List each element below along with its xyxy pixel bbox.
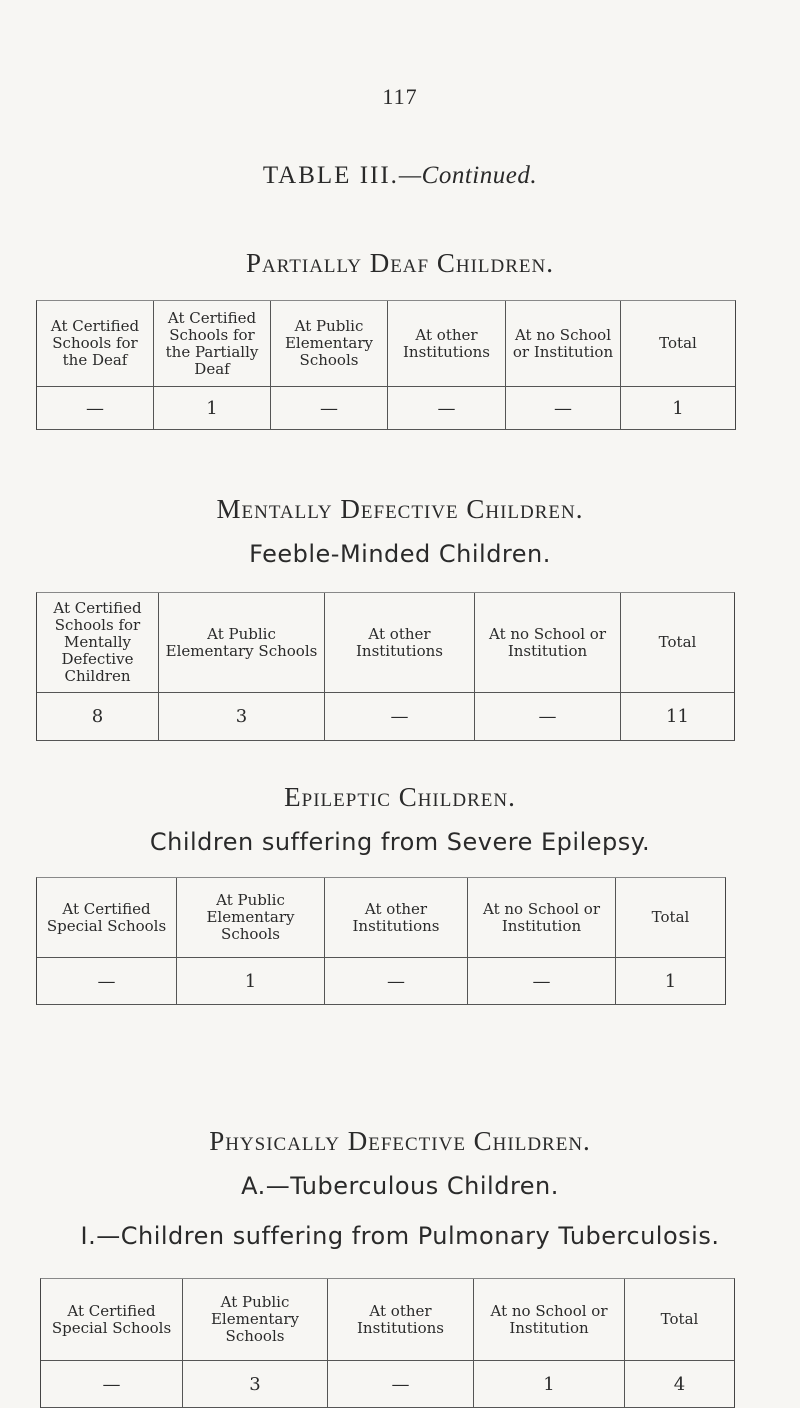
column-header: Total xyxy=(616,878,725,958)
section-heading-physically-defective: Physically Defective Children. xyxy=(209,1126,591,1156)
column-header: At Public Elementary Schools xyxy=(177,878,325,958)
column-header: Total xyxy=(621,301,735,387)
table-cell: — xyxy=(506,387,621,429)
table-cell-total: 1 xyxy=(672,397,684,419)
table-cell: 3 xyxy=(159,693,325,740)
column-header: At Certified Schools for the Deaf xyxy=(37,301,154,387)
column-header: At other Institutions xyxy=(388,301,506,387)
column-header: At Public Elementary Schools xyxy=(183,1279,328,1361)
table-cell: 1 xyxy=(177,958,325,1004)
table-cell: 8 xyxy=(37,693,159,740)
table-partially-deaf xyxy=(36,300,736,430)
column-header: At Certified Special Schools xyxy=(37,878,177,958)
table-title xyxy=(0,162,800,190)
table-cell: 3 xyxy=(183,1361,328,1407)
table-title-main: TABLE III. xyxy=(262,162,399,189)
column-header: At Certified Schools for the Partially Deaf xyxy=(154,301,271,387)
table-feeble-minded xyxy=(36,592,735,741)
table-cell: — xyxy=(37,387,154,429)
section-subheading-severe-epilepsy: Children suffering from Severe Epilepsy. xyxy=(149,828,651,856)
section-heading-epileptic: Epileptic Children. xyxy=(284,782,516,812)
table-cell-total: 11 xyxy=(666,706,689,727)
column-header: Total xyxy=(625,1279,734,1361)
table-cell: — xyxy=(388,387,506,429)
column-header: At Certified Special Schools xyxy=(41,1279,183,1361)
table-epilepsy xyxy=(36,877,726,1005)
table-cell: — xyxy=(325,693,475,740)
table-title-suffix: —Continued. xyxy=(398,162,538,189)
table-cell: — xyxy=(328,1361,474,1407)
table-cell: — xyxy=(271,387,388,429)
page-number: 117 xyxy=(382,84,418,109)
column-header: At no School or Institution xyxy=(474,1279,625,1361)
column-header: Total xyxy=(621,593,734,693)
table-cell: — xyxy=(468,958,616,1004)
column-header: At Public Elementary Schools xyxy=(159,593,325,693)
table-cell: — xyxy=(475,693,621,740)
table-cell: 1 xyxy=(474,1361,625,1407)
table-cell: — xyxy=(325,958,468,1004)
column-header: At other Institutions xyxy=(328,1279,474,1361)
table-cell: — xyxy=(37,958,177,1004)
column-header: At Certified Schools for Mentally Defective Children xyxy=(37,593,159,693)
section-heading-partially-deaf: Partially Deaf Children. xyxy=(246,248,554,278)
column-header: At other Institutions xyxy=(325,878,468,958)
table-cell: 1 xyxy=(154,387,271,429)
section-heading-mentally-defective: Mentally Defective Children. xyxy=(216,494,584,524)
column-header: At no School or Institution xyxy=(475,593,621,693)
table-pulmonary-tuberculosis xyxy=(40,1278,735,1408)
table-cell: — xyxy=(41,1361,183,1407)
section-subheading-feeble-minded: Feeble-Minded Children. xyxy=(249,540,551,568)
column-header: At no School or Institution xyxy=(468,878,616,958)
table-cell-total: 1 xyxy=(664,970,677,992)
column-header: At Public Elementary Schools xyxy=(271,301,388,387)
column-header: At other Institutions xyxy=(325,593,475,693)
section-subheading-tuberculous: A.—Tuberculous Children. xyxy=(241,1172,559,1200)
column-header: At no School or Institution xyxy=(506,301,621,387)
section-subheading-pulmonary: I.—Children suffering from Pulmonary Tuberculosis. xyxy=(80,1222,720,1250)
table-cell-total: 4 xyxy=(673,1373,686,1395)
